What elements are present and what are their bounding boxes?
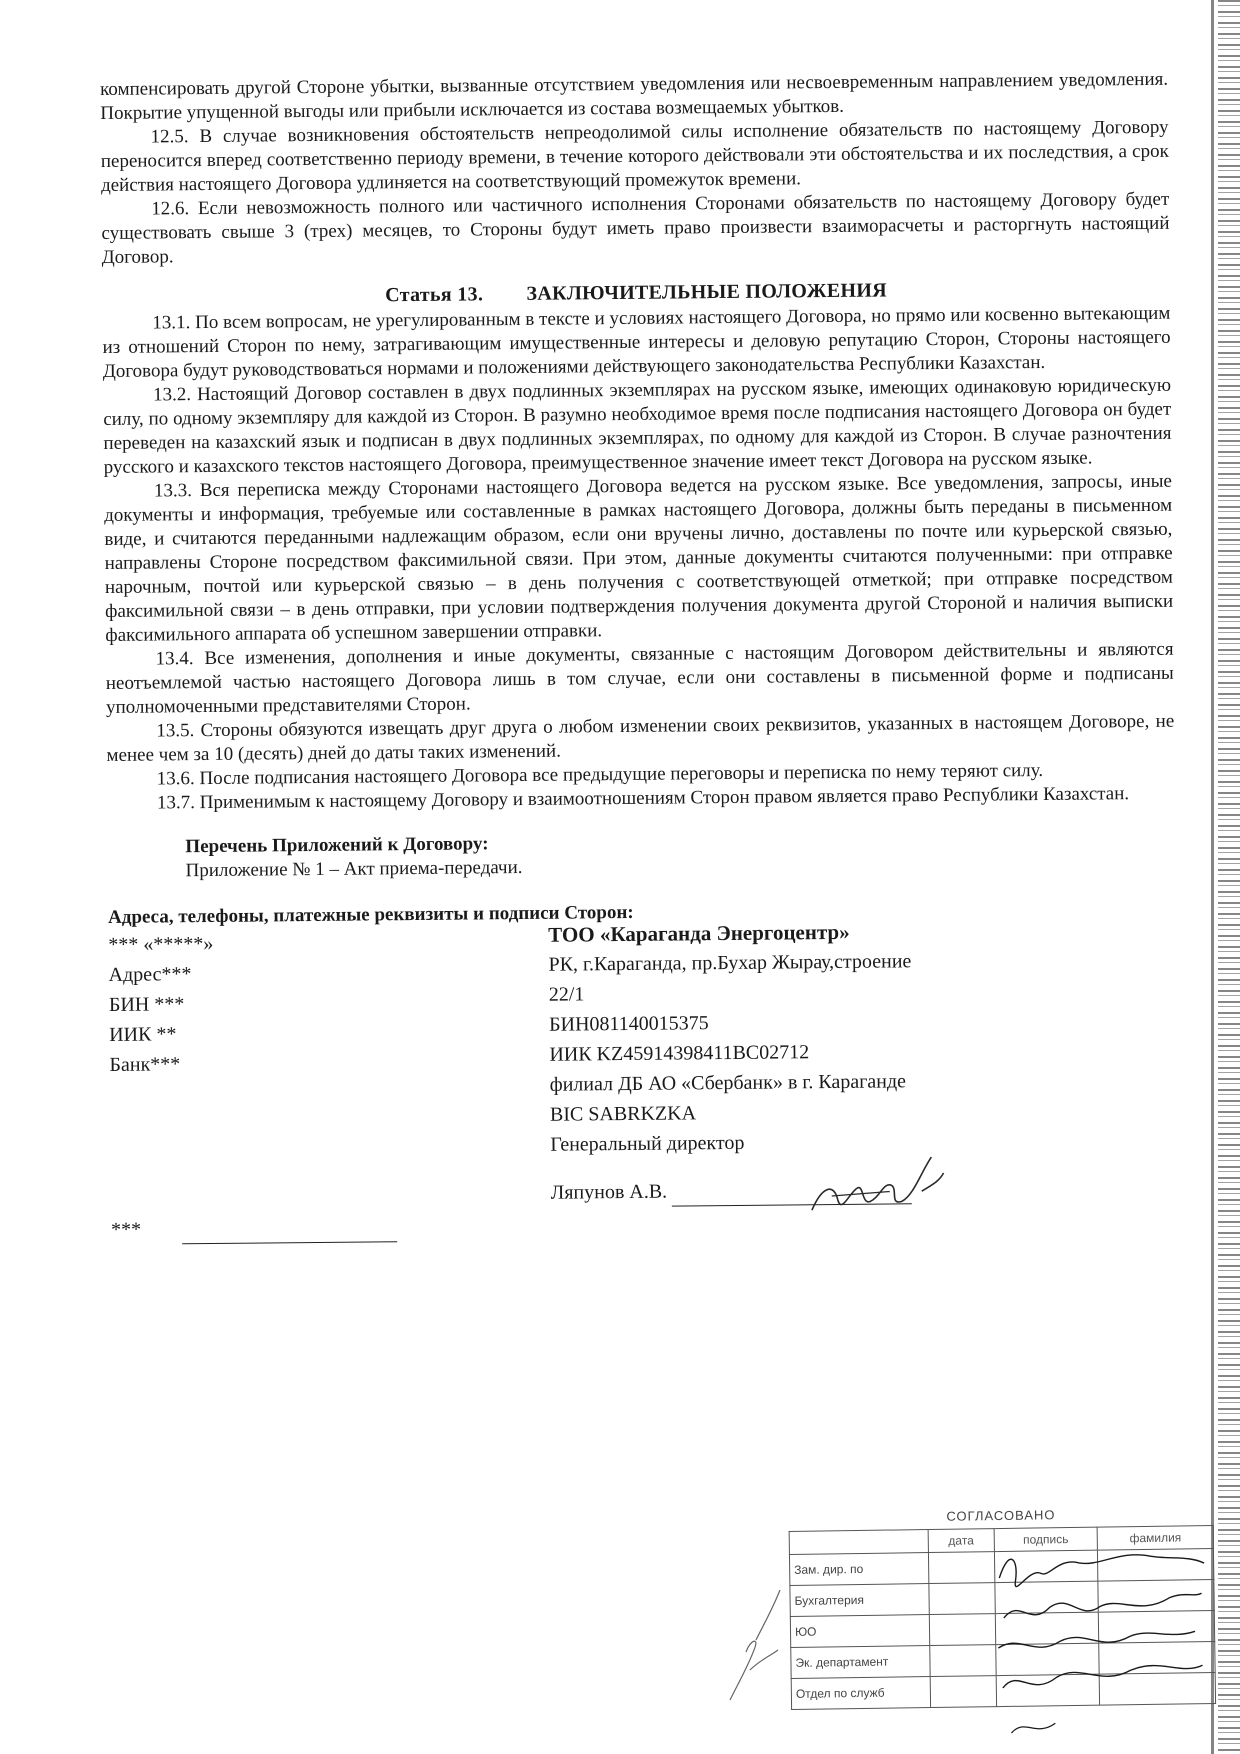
party-right-signature-block xyxy=(551,1173,1011,1207)
party-right-address-1: РК, г.Караганда, пр.Бухар Жырау,строение xyxy=(548,950,912,976)
approval-header-name: фамилия xyxy=(1097,1526,1213,1551)
party-right-name: ТОО «Караганда Энергоцентр» xyxy=(548,919,850,947)
approval-row-label: Зам. дир. по xyxy=(789,1553,928,1586)
article-number: Статья 13. xyxy=(385,283,484,307)
approval-signatures-icon xyxy=(989,1535,1212,1748)
paragraph-12-6: 12.6. Если невозможность полного или частичного исполнения Сторонами обязательств по настоящему Договору будет существовать свыше 3 (трех) месяцев, то Стороны будут иметь право произвести взаиморасчеты и расторгнуть настоящий Договор. xyxy=(101,188,1170,268)
requisites-title: Адреса, телефоны, платежные реквизиты и подписи Сторон: xyxy=(107,901,634,928)
party-left xyxy=(108,926,509,1241)
article-title: ЗАКЛЮЧИТЕЛЬНЫЕ ПОЛОЖЕНИЯ xyxy=(526,279,888,305)
paragraph-13-6: 13.6. После подписания настоящего Договора все предыдущие переговоры и переписка по нему теряют силу. xyxy=(156,759,1044,790)
party-left-signature-block xyxy=(111,1212,397,1245)
party-right-signatory: Ляпунов А.В. xyxy=(550,1180,668,1204)
party-right-position: Генеральный директор xyxy=(550,1131,745,1156)
paragraph-continuation: компенсировать другой Стороне убытки, вызванные отсутствием уведомления или несвоевременным направлением уведомления. Покрытие упущенной выгоды или прибыли исключается из состава возмещаемых убытков. xyxy=(100,68,1169,124)
paragraph-13-2: 13.2. Настоящий Договор составлен в двух подлинных экземплярах на русском языке, имеющих одинаковую юридическую силу, по одному экземпляру для каждой из Сторон. В разумно необходимое время после подписания настоящего Договора он будет переведен на казахский язык и подписан в двух подлинных экземплярах, по одному для каждой из Сторон. В случае разночтения русского и казахского текстов настоящего Договора, преимущественное значение имеет текст Договора на русском языке. xyxy=(103,374,1172,478)
approval-header-signature: подпись xyxy=(994,1527,1098,1551)
party-right-address-2: 22/1 xyxy=(548,983,585,1006)
party-left-signatory: *** xyxy=(110,1218,142,1241)
handwritten-signature-icon xyxy=(772,1151,973,1223)
party-right-signature-line xyxy=(672,1181,912,1206)
paragraph-13-5: 13.5. Стороны обязуются извещать друг друга о любом изменении своих реквизитов, указанных в настоящем Договоре, не менее чем за 10 (десять) дней до даты таких изменений. xyxy=(106,710,1175,766)
document-body xyxy=(100,68,1179,1260)
annex-list-title: Перечень Приложений к Договору: xyxy=(185,833,489,858)
approval-header-date: дата xyxy=(928,1529,994,1553)
party-left-iik: ИИК ** xyxy=(109,1023,177,1046)
party-right-bin: БИН081140015375 xyxy=(549,1012,709,1036)
paragraph-13-3: 13.3. Вся переписка между Сторонами настоящего Договора ведется на русском языке. Все уведомления, запросы, иные документы и информация, требуемые или составленные в рамках настоящего Договора, должны быть переданы в письменном виде, и считаются переданными надлежащим образом, если они вручены лично, доставлены по почте или курьерской связью, направлены Стороне посредством факсимильной связи. При этом, данные документы считаются полученными: при отправке нарочным, почтой или курьерской связью – в день получения с соответствующей отметкой; при отправке посредством факсимильной связи – в день отправки, при условии подтверждения получения документа другой Стороной и наличия выписки факсимильного аппарата об успешном завершении отправки. xyxy=(104,470,1174,646)
party-right-bic: BIC SABRKZKA xyxy=(549,1102,697,1126)
margin-signature-icon xyxy=(720,1580,800,1710)
approval-row-label: Бухгалтерия xyxy=(790,1584,929,1617)
paragraph-13-7: 13.7. Применимым к настоящему Договору и взаимоотношениям Сторон правом является право Республики Казахстан. xyxy=(156,783,1130,814)
party-left-name: *** «*****» xyxy=(108,932,214,956)
paragraph-13-4: 13.4. Все изменения, дополнения и иные документы, связанные с настоящим Договором действительны и являются неотъемлемой частью настоящего Договора лишь в том случае, если они составлены в письменной форме и подписаны уполномоченными представителями Сторон. xyxy=(105,638,1174,718)
party-left-address: Адрес*** xyxy=(108,963,192,986)
party-right-bank: филиал ДБ АО «Сбербанк» в г. Караганде xyxy=(549,1070,907,1096)
party-right xyxy=(548,915,1011,1207)
paragraph-12-5: 12.5. В случае возникновения обстоятельств непреодолимой силы исполнение обязательств по настоящему Договору переносится вперед соответственно периоду времени, в течение которого действовали эти обстоятельства и их последствия, а срок действия настоящего Договора удлиняется на соответствующий промежуток времени. xyxy=(100,116,1169,196)
party-left-bin: БИН *** xyxy=(108,993,185,1016)
approval-row-label: ЮО xyxy=(790,1615,929,1648)
approval-row-label: Эк. департамент xyxy=(791,1646,930,1679)
annex-item: Приложение № 1 – Акт приема-передачи. xyxy=(185,856,523,882)
party-left-bank: Банк*** xyxy=(109,1053,181,1076)
approval-stamp xyxy=(788,1505,1216,1751)
approval-stamp-title: СОГЛАСОВАНО xyxy=(946,1507,1056,1524)
scan-edge-artifact xyxy=(1218,0,1240,1754)
requisites-block xyxy=(108,920,1179,1260)
party-right-iik: ИИК KZ45914398411BC02712 xyxy=(549,1041,810,1066)
scan-edge-line xyxy=(1211,0,1214,1754)
approval-row-label: Отдел по служб xyxy=(791,1677,930,1710)
party-left-signature-line xyxy=(182,1219,397,1244)
paragraph-13-1: 13.1. По всем вопросам, не урегулированным в тексте и условиях настоящего Договора, но прямо или косвенно вытекающим из отношений Сторон по нему, затрагивающим имущественные интересы и деловую репутацию Сторон, Стороны настоящего Договора будут руководствоваться нормами и положениями действующего законодательства Республики Казахстан. xyxy=(102,302,1171,382)
